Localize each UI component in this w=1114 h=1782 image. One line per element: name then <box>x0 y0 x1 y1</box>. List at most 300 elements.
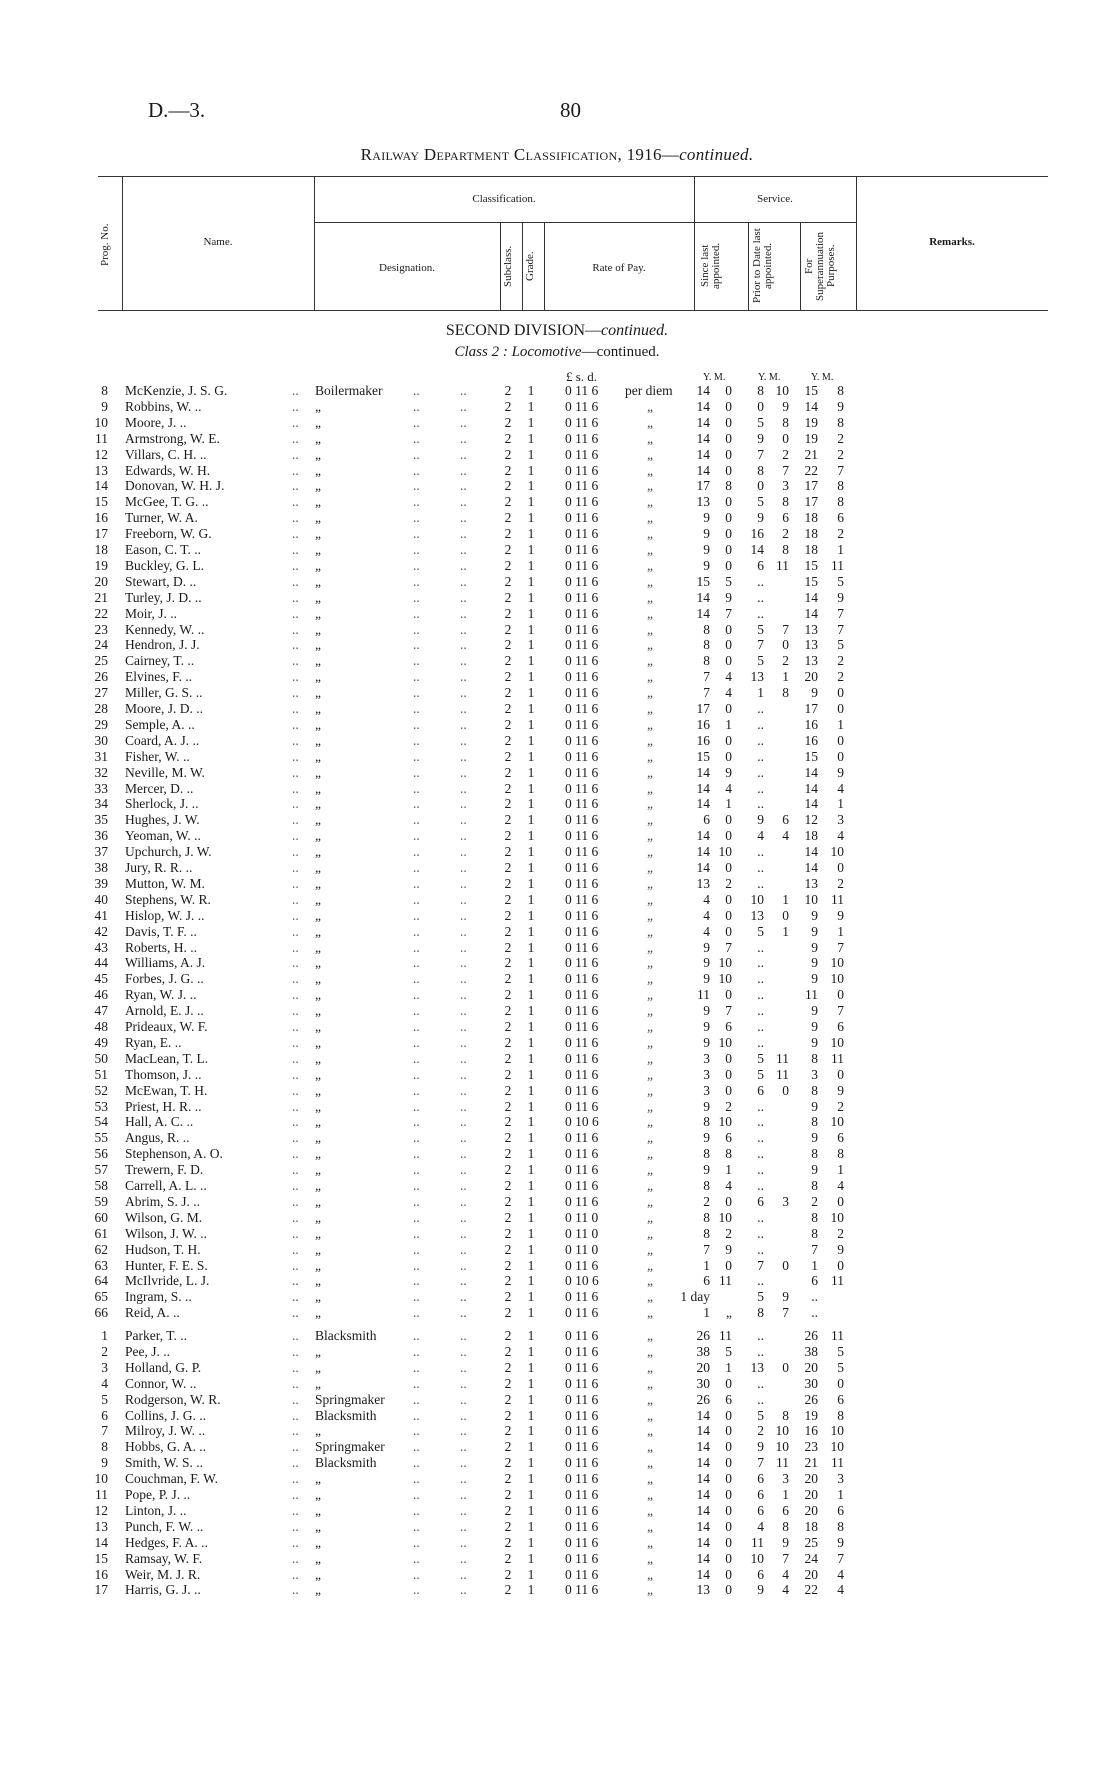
table-row <box>0 955 1114 971</box>
super-years: 14 <box>804 605 818 621</box>
since-years: 13 <box>696 1582 710 1598</box>
since-months: 10 <box>718 844 732 860</box>
rate-of-pay: 0 11 6 <box>565 1423 599 1439</box>
prior-months: 6 <box>782 812 789 828</box>
table-row <box>0 1051 1114 1067</box>
pay-period: „ <box>647 1066 653 1082</box>
designation: „ <box>315 526 321 542</box>
table-row <box>0 1258 1114 1274</box>
leader-dots: .. <box>413 1162 420 1178</box>
since-years: 8 <box>703 1178 710 1193</box>
leader-dots: .. <box>413 1050 420 1066</box>
grade: 1 <box>527 462 535 478</box>
units-prior: Y. M. <box>758 372 781 383</box>
super-months: 8 <box>837 383 844 398</box>
since-years: 14 <box>696 398 710 414</box>
rate-of-pay: 0 11 6 <box>565 605 599 621</box>
page-number: 80 <box>560 98 581 122</box>
super-years: 26 <box>804 1391 818 1407</box>
since-months: 0 <box>725 446 732 462</box>
since-months: 0 <box>725 637 732 653</box>
designation: „ <box>315 1273 321 1289</box>
prior-years: 0 <box>757 398 764 414</box>
grade: 1 <box>527 1273 535 1289</box>
pay-period: „ <box>647 716 653 732</box>
designation: „ <box>315 971 321 987</box>
since-months: 1 <box>725 796 732 812</box>
division-name: SECOND DIVISION— <box>445 322 601 339</box>
super-months: 8 <box>837 478 844 494</box>
designation: „ <box>315 653 321 669</box>
table-row <box>0 876 1114 892</box>
since-years: 9 <box>703 955 710 971</box>
leader-dots: .. <box>292 1534 299 1550</box>
leader-dots: .. <box>292 1471 299 1487</box>
designation: „ <box>315 923 321 939</box>
since-months: 11 <box>719 1273 732 1289</box>
prog-no: 46 <box>94 987 108 1003</box>
leader-dots: .. <box>413 478 420 494</box>
rate-of-pay: 0 11 6 <box>565 653 599 669</box>
super-years: 9 <box>811 1162 818 1178</box>
designation: „ <box>315 494 321 510</box>
super-months: 7 <box>837 605 844 621</box>
table-row <box>0 447 1114 463</box>
subclass: 2 <box>504 669 512 685</box>
rate-of-pay: 0 11 6 <box>565 939 599 955</box>
rate-of-pay: 0 11 6 <box>565 1003 599 1019</box>
prior-years: .. <box>757 987 764 1003</box>
subclass: 2 <box>504 1328 512 1343</box>
table-row <box>0 574 1114 590</box>
table-row <box>0 1582 1114 1598</box>
subclass: 2 <box>504 1423 512 1439</box>
super-months: 6 <box>837 1019 844 1034</box>
designation: „ <box>315 1178 321 1193</box>
leader-dots: .. <box>460 1359 467 1375</box>
table-row <box>0 1423 1114 1439</box>
pay-period: „ <box>647 907 653 923</box>
since-months: 0 <box>725 414 732 430</box>
since-months: 2 <box>725 875 732 891</box>
prog-no: 35 <box>94 812 108 828</box>
leader-dots: .. <box>413 891 420 907</box>
rate-of-pay: 0 11 6 <box>565 701 599 716</box>
prior-months: 8 <box>782 1518 789 1534</box>
pay-period: „ <box>647 1019 653 1034</box>
leader-dots: .. <box>413 701 420 716</box>
designation: „ <box>315 1225 321 1241</box>
super-years: 2 <box>811 1193 818 1209</box>
table-row <box>0 1567 1114 1583</box>
leader-dots: .. <box>460 526 467 542</box>
table-row <box>0 1289 1114 1305</box>
super-months: 11 <box>831 557 844 573</box>
super-years: 38 <box>804 1343 818 1359</box>
prog-no: 13 <box>94 1518 108 1534</box>
grade: 1 <box>527 414 535 430</box>
prog-no: 2 <box>101 1343 108 1359</box>
designation: „ <box>315 1050 321 1066</box>
since-months: 0 <box>725 510 732 526</box>
prior-years: .. <box>757 1241 764 1257</box>
employee-name: Ingram, S. .. <box>125 1289 192 1305</box>
designation: „ <box>315 1019 321 1034</box>
leader-dots: .. <box>292 1273 299 1289</box>
prog-no: 50 <box>94 1050 108 1066</box>
prior-months: 6 <box>782 1502 789 1518</box>
pay-period: „ <box>647 1328 653 1343</box>
since-months: 7 <box>725 939 732 955</box>
grade: 1 <box>527 1359 535 1375</box>
rate-of-pay: 0 11 6 <box>565 1328 599 1343</box>
grade: 1 <box>527 1550 535 1566</box>
designation: „ <box>315 1423 321 1439</box>
employee-name: Mercer, D. .. <box>125 780 194 796</box>
leader-dots: .. <box>292 557 299 573</box>
prog-no: 27 <box>94 685 108 701</box>
prior-years: .. <box>757 1114 764 1130</box>
since-years: 1 day <box>680 1289 710 1305</box>
leader-dots: .. <box>292 1439 299 1455</box>
pay-period: „ <box>647 1114 653 1130</box>
prior-months: 6 <box>782 510 789 526</box>
prior-years: .. <box>757 732 764 748</box>
prior-months: 7 <box>782 462 789 478</box>
super-years: 9 <box>811 939 818 955</box>
grade: 1 <box>527 1257 535 1273</box>
subclass: 2 <box>504 398 512 414</box>
leader-dots: .. <box>460 557 467 573</box>
employee-name: McGee, T. G. .. <box>125 494 209 510</box>
subclass: 2 <box>504 526 512 542</box>
leader-dots: .. <box>413 542 420 557</box>
subclass: 2 <box>504 1162 512 1178</box>
since-months: 5 <box>725 1343 732 1359</box>
prior-years: .. <box>757 875 764 891</box>
leader-dots: .. <box>413 1343 420 1359</box>
employee-name: Kennedy, W. .. <box>125 621 205 637</box>
leader-dots: .. <box>292 510 299 526</box>
designation: „ <box>315 716 321 732</box>
since-years: 14 <box>696 1471 710 1487</box>
prog-no: 61 <box>94 1225 108 1241</box>
leader-dots: .. <box>413 1241 420 1257</box>
since-months: 0 <box>725 1582 732 1598</box>
super-years: 6 <box>811 1273 818 1289</box>
since-months: 0 <box>725 987 732 1003</box>
leader-dots: .. <box>292 1289 299 1305</box>
pay-period: „ <box>647 1193 653 1209</box>
since-years: 14 <box>696 589 710 605</box>
prior-months: 3 <box>782 1471 789 1487</box>
designation: „ <box>315 510 321 526</box>
rate-of-pay: 0 11 6 <box>565 1289 599 1305</box>
super-months: 2 <box>837 446 844 462</box>
pay-period: „ <box>647 1487 653 1502</box>
subclass: 2 <box>504 478 512 494</box>
grade: 1 <box>527 573 535 589</box>
pay-period: „ <box>647 1241 653 1257</box>
designation: „ <box>315 860 321 875</box>
leader-dots: .. <box>413 1502 420 1518</box>
leader-dots: .. <box>292 1582 299 1598</box>
designation: „ <box>315 1566 321 1582</box>
leader-dots: .. <box>413 1114 420 1130</box>
leader-dots: .. <box>292 1193 299 1209</box>
leader-dots: .. <box>413 398 420 414</box>
subclass: 2 <box>504 844 512 860</box>
since-years: 14 <box>696 764 710 780</box>
rate-of-pay: 0 11 6 <box>565 430 599 446</box>
prior-years: .. <box>757 1003 764 1019</box>
designation: Boilermaker <box>315 383 383 398</box>
table-row <box>0 860 1114 876</box>
designation: „ <box>315 955 321 971</box>
table-row <box>0 1146 1114 1162</box>
super-years: 20 <box>804 1487 818 1502</box>
prior-years: .. <box>757 589 764 605</box>
employee-name: Roberts, H. .. <box>125 939 197 955</box>
prog-no: 28 <box>94 701 108 716</box>
leader-dots: .. <box>413 1391 420 1407</box>
super-months: 0 <box>837 1193 844 1209</box>
since-months: 0 <box>725 1487 732 1502</box>
super-months: 9 <box>837 589 844 605</box>
units-super: Y. M. <box>811 372 834 383</box>
leader-dots: .. <box>292 446 299 462</box>
grade: 1 <box>527 764 535 780</box>
since-months: 0 <box>725 621 732 637</box>
since-years: 6 <box>703 1273 710 1289</box>
super-years: 14 <box>804 796 818 812</box>
subclass: 2 <box>504 494 512 510</box>
leader-dots: .. <box>460 796 467 812</box>
grade: 1 <box>527 860 535 875</box>
prior-years: .. <box>757 716 764 732</box>
units-money: £ s. d. <box>566 369 598 384</box>
leader-dots: .. <box>460 1534 467 1550</box>
designation: „ <box>315 1471 321 1487</box>
employee-name: Carrell, A. L. .. <box>125 1178 207 1193</box>
leader-dots: .. <box>413 653 420 669</box>
super-months: 4 <box>837 1178 844 1193</box>
super-months: 1 <box>837 796 844 812</box>
since-years: 7 <box>703 669 710 685</box>
table-row <box>0 1226 1114 1242</box>
rate-of-pay: 0 10 6 <box>565 1273 599 1289</box>
leader-dots: .. <box>413 780 420 796</box>
designation: „ <box>315 1359 321 1375</box>
employee-name: Edwards, W. H. <box>125 462 211 478</box>
super-years: 18 <box>804 542 818 557</box>
table-row <box>0 653 1114 669</box>
table-row <box>0 812 1114 828</box>
pay-period: „ <box>647 1034 653 1050</box>
since-months: 4 <box>725 1178 732 1193</box>
subclass: 2 <box>504 573 512 589</box>
pay-period: „ <box>647 589 653 605</box>
designation: Springmaker <box>315 1439 385 1455</box>
super-months: 10 <box>830 971 844 987</box>
subclass: 2 <box>504 716 512 732</box>
employee-name: Ramsay, W. F. <box>125 1550 203 1566</box>
leader-dots: .. <box>460 716 467 732</box>
designation: „ <box>315 1582 321 1598</box>
employee-name: Wilson, G. M. <box>125 1209 203 1225</box>
since-months: 10 <box>718 1114 732 1130</box>
leader-dots: .. <box>413 1407 420 1423</box>
col-rule <box>500 222 501 310</box>
super-months: 2 <box>837 1098 844 1114</box>
leader-dots: .. <box>292 987 299 1003</box>
grade: 1 <box>527 1193 535 1209</box>
subclass: 2 <box>504 732 512 748</box>
leader-dots: .. <box>292 1114 299 1130</box>
designation: „ <box>315 844 321 860</box>
since-months: 0 <box>725 701 732 716</box>
since-months: 0 <box>725 923 732 939</box>
since-years: 14 <box>696 1423 710 1439</box>
employee-name: Ryan, W. J. .. <box>125 987 197 1003</box>
employee-name: Angus, R. .. <box>125 1130 190 1146</box>
employee-name: Turley, J. D. .. <box>125 589 202 605</box>
employee-name: McKenzie, J. S. G. <box>125 383 228 398</box>
leader-dots: .. <box>460 605 467 621</box>
since-years: 9 <box>703 1162 710 1178</box>
designation: „ <box>315 430 321 446</box>
leader-dots: .. <box>460 907 467 923</box>
super-years: 26 <box>804 1328 818 1343</box>
leader-dots: .. <box>292 1098 299 1114</box>
super-years: 9 <box>811 1098 818 1114</box>
since-years: 7 <box>703 1241 710 1257</box>
prior-years: 5 <box>757 494 764 510</box>
prior-years: 6 <box>757 1502 764 1518</box>
pay-period: „ <box>647 764 653 780</box>
super-months: 10 <box>830 1423 844 1439</box>
table-row <box>0 1067 1114 1083</box>
since-months: 0 <box>725 398 732 414</box>
pay-period: „ <box>647 748 653 764</box>
super-years: 12 <box>804 812 818 828</box>
leader-dots: .. <box>292 1178 299 1193</box>
rate-of-pay: 0 11 6 <box>565 1550 599 1566</box>
super-years: 19 <box>804 414 818 430</box>
since-years: 3 <box>703 1066 710 1082</box>
leader-dots: .. <box>460 1273 467 1289</box>
table-row <box>0 1210 1114 1226</box>
table-row <box>0 908 1114 924</box>
subclass: 2 <box>504 1019 512 1034</box>
leader-dots: .. <box>413 1130 420 1146</box>
prior-months: 3 <box>782 1193 789 1209</box>
rate-of-pay: 0 11 6 <box>565 907 599 923</box>
rate-of-pay: 0 11 6 <box>565 891 599 907</box>
leader-dots: .. <box>460 1502 467 1518</box>
subclass: 2 <box>504 812 512 828</box>
header-classification: Classification. <box>472 193 536 205</box>
leader-dots: .. <box>413 510 420 526</box>
table-row <box>0 622 1114 638</box>
prior-years: 7 <box>757 1257 764 1273</box>
leader-dots: .. <box>413 844 420 860</box>
super-months: 6 <box>837 510 844 526</box>
super-years: 21 <box>804 1455 818 1471</box>
designation: „ <box>315 780 321 796</box>
prog-no: 24 <box>94 637 108 653</box>
since-months: 11 <box>719 1328 732 1343</box>
super-months: 5 <box>837 1343 844 1359</box>
prog-no: 53 <box>94 1098 108 1114</box>
since-years: 14 <box>696 430 710 446</box>
prog-no: 14 <box>94 1534 108 1550</box>
prior-years: .. <box>757 701 764 716</box>
designation: „ <box>315 1146 321 1162</box>
employee-name: Jury, R. R. .. <box>125 860 193 875</box>
pay-period: „ <box>647 398 653 414</box>
pay-period: „ <box>647 1209 653 1225</box>
rate-of-pay: 0 11 6 <box>565 462 599 478</box>
prog-no: 34 <box>94 796 108 812</box>
leader-dots: .. <box>413 1098 420 1114</box>
designation: „ <box>315 1098 321 1114</box>
rate-of-pay: 0 11 6 <box>565 542 599 557</box>
super-years: 20 <box>804 669 818 685</box>
rate-of-pay: 0 11 6 <box>565 478 599 494</box>
since-years: 14 <box>696 1502 710 1518</box>
since-months: 0 <box>725 1534 732 1550</box>
leader-dots: .. <box>413 1487 420 1502</box>
super-years: 21 <box>804 446 818 462</box>
designation: „ <box>315 589 321 605</box>
header-remarks: Remarks. <box>929 236 975 248</box>
prior-years: 2 <box>757 1423 764 1439</box>
rate-of-pay: 0 11 6 <box>565 1407 599 1423</box>
since-years: 3 <box>703 1050 710 1066</box>
grade: 1 <box>527 1391 535 1407</box>
rate-of-pay: 0 11 6 <box>565 557 599 573</box>
since-months: 9 <box>725 1241 732 1257</box>
prog-no: 5 <box>101 1391 108 1407</box>
super-months: 2 <box>837 430 844 446</box>
designation: „ <box>315 557 321 573</box>
since-years: 8 <box>703 1209 710 1225</box>
leader-dots: .. <box>460 1582 467 1598</box>
leader-dots: .. <box>460 828 467 844</box>
subclass: 2 <box>504 907 512 923</box>
since-years: 9 <box>703 1130 710 1146</box>
pay-period: „ <box>647 1423 653 1439</box>
table-row <box>0 1344 1114 1360</box>
subclass: 2 <box>504 637 512 653</box>
subclass: 2 <box>504 430 512 446</box>
table-row <box>0 1035 1114 1051</box>
rate-of-pay: 0 11 6 <box>565 796 599 812</box>
prog-no: 41 <box>94 907 108 923</box>
table-row <box>0 1376 1114 1392</box>
prior-years: 13 <box>750 1359 764 1375</box>
since-years: 9 <box>703 1003 710 1019</box>
grade: 1 <box>527 828 535 844</box>
subclass: 2 <box>504 557 512 573</box>
since-years: 14 <box>696 605 710 621</box>
since-years: 14 <box>696 462 710 478</box>
prog-no: 60 <box>94 1209 108 1225</box>
table-row <box>0 399 1114 415</box>
leader-dots: .. <box>413 971 420 987</box>
employee-name: Abrim, S. J. .. <box>125 1193 201 1209</box>
